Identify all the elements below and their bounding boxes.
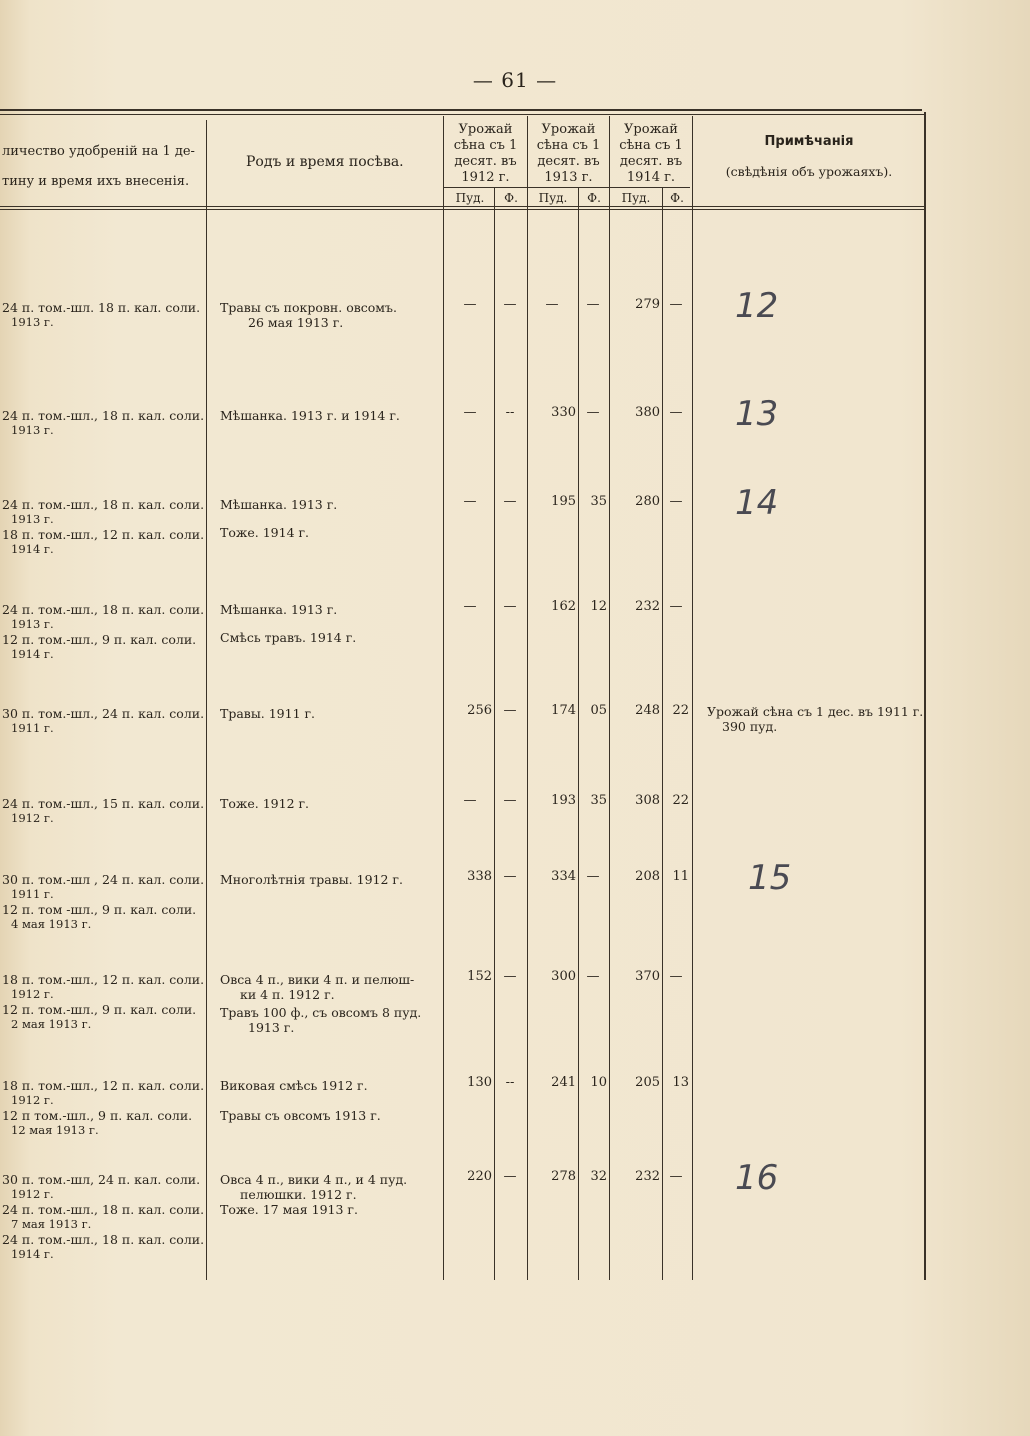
yield-y12p: — [463, 494, 477, 509]
sowing-line: Мѣшанка. 1913 г. [220, 497, 338, 512]
top-rule-inner [0, 114, 926, 115]
fert-line: 1913 г. [11, 512, 54, 526]
yield-y14f: 22 [672, 703, 689, 718]
yield-y14p: 370 [635, 969, 660, 984]
fert-line: 1912 г. [11, 987, 54, 1001]
header-notes-title: Примѣчанія [764, 134, 854, 149]
yield-y13p: 300 [551, 969, 576, 984]
fert-line: 12 п том.-шл., 9 п. кал. соли. [2, 1108, 193, 1123]
sowing-line: пелюшки. 1912 г. [240, 1187, 357, 1202]
yield-y12f: — [503, 494, 517, 509]
yield-y14f: — [669, 405, 683, 420]
yield-y13f: 35 [590, 494, 607, 509]
yield-y12f: — [503, 1169, 517, 1184]
sowing-line: Овса 4 п., вики 4 п., и 4 пуд. [220, 1172, 408, 1187]
fert-line: 2 мая 1913 г. [11, 1017, 92, 1031]
yield-y14f: — [669, 494, 683, 509]
col-divider-1912 [527, 116, 528, 1280]
fert-line: 30 п. том.-шл., 24 п. кал. соли. [2, 706, 205, 721]
yield-y12f: -- [505, 1075, 515, 1090]
sowing-line: Тоже. 1914 г. [220, 525, 310, 540]
unit-1912-f: Ф. [504, 191, 518, 205]
fert-line: 24 п. том.-шл. 18 п. кал. соли. [2, 300, 201, 315]
yield-y12p: — [463, 599, 477, 614]
note-line: Урожай сѣна съ 1 дес. въ 1911 г. [707, 704, 924, 719]
unit-1913-f: Ф. [587, 191, 601, 205]
yield-y13f: — [586, 969, 600, 984]
fert-line: 4 мая 1913 г. [11, 917, 92, 931]
sowing-line: Травы съ покровн. овсомъ. [220, 300, 397, 315]
handwritten-mark: 14 [735, 483, 779, 523]
unit-1914-pud: Пуд. [621, 191, 651, 205]
yield-y14p: 232 [635, 1169, 660, 1184]
header-yield-1913: Урожай сѣна съ 1 десят. въ 1913 г. [536, 122, 601, 185]
header-fert-line2: тину и время ихъ внесенія. [2, 174, 190, 189]
yield-y14p: 248 [635, 703, 660, 718]
yield-y12p: 152 [467, 969, 492, 984]
fert-line: 7 мая 1913 г. [11, 1217, 92, 1231]
col-divider-1914 [692, 116, 693, 1280]
yield-y13f: 32 [590, 1169, 607, 1184]
sowing-line: 1913 г. [248, 1020, 295, 1035]
yield-y12f: — [503, 969, 517, 984]
yield-y13p: 330 [551, 405, 576, 420]
sowing-line: Тоже. 1912 г. [220, 796, 310, 811]
yield-y14p: 279 [635, 297, 660, 312]
yield-y12p: 220 [467, 1169, 492, 1184]
sowing-line: Виковая смѣсь 1912 г. [220, 1078, 368, 1093]
yield-y14p: 208 [635, 869, 660, 884]
fert-line: 24 п. том.-шл., 18 п. кал. соли. [2, 1202, 205, 1217]
sowing-line: Многолѣтнія травы. 1912 г. [220, 872, 403, 887]
col-divider-1913 [609, 116, 610, 1280]
yield-y12p: — [463, 793, 477, 808]
yield-y13p: 241 [551, 1075, 576, 1090]
fert-line: 12 п. том.-шл., 9 п. кал. соли. [2, 1002, 197, 1017]
yield-y14f: 22 [672, 793, 689, 808]
yield-y13f: — [586, 297, 600, 312]
fert-line: 1913 г. [11, 617, 54, 631]
page-number: — 61 — [472, 68, 558, 92]
sowing-line: ки 4 п. 1912 г. [240, 987, 335, 1002]
yield-y14p: 232 [635, 599, 660, 614]
fert-line: 12 мая 1913 г. [11, 1123, 99, 1137]
yield-y13f: 35 [590, 793, 607, 808]
yield-y12f: -- [505, 405, 515, 420]
sowing-line: Мѣшанка. 1913 г. и 1914 г. [220, 408, 400, 423]
fert-line: 30 п. том.-шл , 24 п. кал. соли. [2, 872, 205, 887]
yield-y12f: — [503, 793, 517, 808]
sowing-line: Овса 4 п., вики 4 п. и пелюш- [220, 972, 415, 987]
yield-y12p: — [463, 405, 477, 420]
yield-y13p: 162 [551, 599, 576, 614]
header-fert-line1: личество удобреній на 1 де- [2, 144, 195, 159]
yield-y13f: 05 [590, 703, 607, 718]
fert-line: 30 п. том.-шл, 24 п. кал. соли. [2, 1172, 201, 1187]
handwritten-mark: 12 [735, 286, 779, 326]
units-rule [444, 187, 690, 188]
yield-y14f: — [669, 599, 683, 614]
top-rule [0, 109, 922, 111]
fert-line: 18 п. том.-шл., 12 п. кал. соли. [2, 527, 205, 542]
right-border [924, 112, 926, 1280]
yield-y12f: — [503, 599, 517, 614]
handwritten-mark: 13 [735, 394, 779, 434]
yield-y12p: 130 [467, 1075, 492, 1090]
sowing-line: Травъ 100 ф., съ овсомъ 8 пуд. [220, 1005, 422, 1020]
yield-y12p: — [463, 297, 477, 312]
yield-y12f: — [503, 297, 517, 312]
fert-line: 1913 г. [11, 423, 54, 437]
yield-y14f: — [669, 1169, 683, 1184]
fert-line: 1911 г. [11, 887, 54, 901]
col-divider-1912-split [494, 188, 495, 1280]
sowing-line: Мѣшанка. 1913 г. [220, 602, 338, 617]
header-bottom-rule [0, 206, 926, 207]
sowing-line: Тоже. 17 мая 1913 г. [220, 1202, 358, 1217]
col-divider-1914-split [662, 188, 663, 1280]
yield-y13p: 195 [551, 494, 576, 509]
fert-line: 24 п. том.-шл., 18 п. кал. соли. [2, 602, 205, 617]
fert-line: 18 п. том.-шл., 12 п. кал. соли. [2, 1078, 205, 1093]
header-yield-1914: Урожай сѣна съ 1 десят. въ 1914 г. [619, 122, 683, 185]
yield-y13p: — [545, 297, 559, 312]
fert-line: 1912 г. [11, 811, 54, 825]
sowing-line: 26 мая 1913 г. [248, 315, 344, 330]
handwritten-mark: 16 [735, 1158, 779, 1198]
yield-y13p: 278 [551, 1169, 576, 1184]
yield-y12f: — [503, 703, 517, 718]
yield-y13p: 174 [551, 703, 576, 718]
note-line: 390 пуд. [722, 719, 778, 734]
fert-line: 24 п. том.-шл., 15 п. кал. соли. [2, 796, 205, 811]
fert-line: 1912 г. [11, 1187, 54, 1201]
yield-y12p: 256 [467, 703, 492, 718]
fert-line: 12 п. том.-шл., 9 п. кал. соли. [2, 632, 197, 647]
fert-line: 12 п. том -шл., 9 п. кал. соли. [2, 902, 197, 917]
fert-line: 24 п. том.-шл., 18 п. кал. соли. [2, 1232, 205, 1247]
fert-line: 1914 г. [11, 647, 54, 661]
fert-line: 1911 г. [11, 721, 54, 735]
unit-1914-f: Ф. [670, 191, 684, 205]
fert-line: 1914 г. [11, 542, 54, 556]
yield-y14p: 280 [635, 494, 660, 509]
yield-y13p: 193 [551, 793, 576, 808]
yield-y13f: 12 [590, 599, 607, 614]
header-bottom-rule-2 [0, 209, 926, 210]
fert-line: 18 п. том.-шл., 12 п. кал. соли. [2, 972, 205, 987]
yield-y14f: — [669, 969, 683, 984]
sowing-line: Травы съ овсомъ 1913 г. [220, 1108, 381, 1123]
col-divider-1913-split [578, 188, 579, 1280]
header-yield-1912: Урожай сѣна съ 1 десят. въ 1912 г. [453, 122, 518, 185]
yield-y12p: 338 [467, 869, 492, 884]
unit-1913-pud: Пуд. [538, 191, 568, 205]
unit-1912-pud: Пуд. [455, 191, 485, 205]
yield-y13f: — [586, 405, 600, 420]
yield-y14p: 380 [635, 405, 660, 420]
yield-y12f: — [503, 869, 517, 884]
yield-y13f: — [586, 869, 600, 884]
col-divider-fert [206, 120, 207, 1280]
fert-line: 24 п. том.-шл., 18 п. кал. соли. [2, 497, 205, 512]
sowing-line: Травы. 1911 г. [220, 706, 316, 721]
yield-y14p: 308 [635, 793, 660, 808]
header-notes-sub: (свѣдѣнія объ урожаяхъ). [725, 164, 893, 179]
yield-y14f: — [669, 297, 683, 312]
col-divider-sow [443, 116, 444, 1280]
yield-y13p: 334 [551, 869, 576, 884]
yield-y14f: 11 [672, 869, 689, 884]
yield-y14p: 205 [635, 1075, 660, 1090]
fert-line: 1912 г. [11, 1093, 54, 1107]
header-sowing: Родъ и время посѣва. [246, 154, 404, 170]
sowing-line: Смѣсь травъ. 1914 г. [220, 630, 357, 645]
yield-y14f: 13 [672, 1075, 689, 1090]
fert-line: 24 п. том.-шл., 18 п. кал. соли. [2, 408, 205, 423]
fert-line: 1914 г. [11, 1247, 54, 1261]
handwritten-mark: 15 [748, 858, 792, 898]
fert-line: 1913 г. [11, 315, 54, 329]
yield-y13f: 10 [590, 1075, 607, 1090]
